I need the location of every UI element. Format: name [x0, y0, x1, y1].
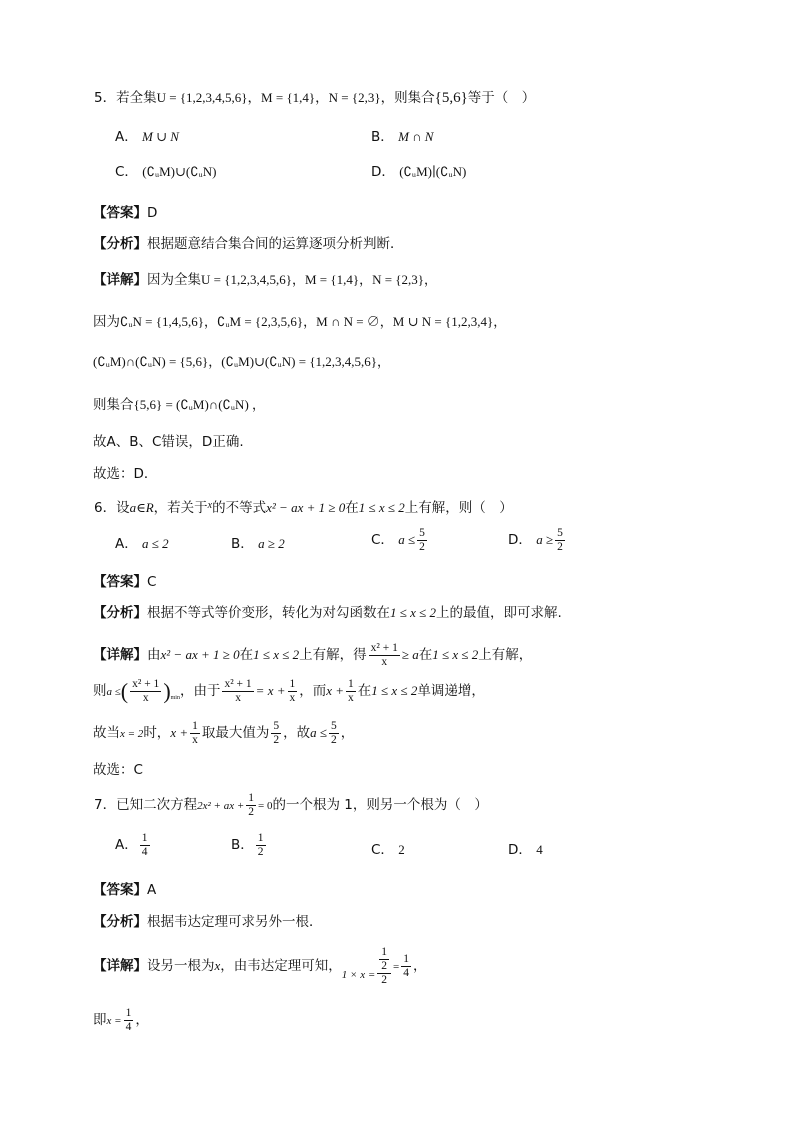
q5-detail-line-4: 则集合{5,6} = (∁ᵤM)∩(∁ᵤN) ， — [93, 397, 266, 413]
q6-answer: 【答案】C — [93, 574, 157, 590]
q6-detail-fraction: $\frac{\text{x² + 1}}{x}$ — [370, 642, 398, 668]
q7-option-c: C． 2 — [371, 842, 405, 858]
q7-analysis: 【分析】根据韦达定理可求另外一根． — [93, 914, 323, 930]
q5-option-c: C． (∁ᵤM)∪(∁ᵤN) — [115, 164, 217, 180]
q5-answer: 【答案】D — [93, 205, 158, 221]
q6-detail-line-3: 故当x = 2时，x + $\frac{1}{x}$ 取最大值为 $\frac{5}{2}$ ，故a ≤ $\frac{5}{2}$ ， — [93, 720, 355, 746]
q7-detail-line-1: 【详解】设另一根为x，由韦达定理可知，$_{1 \times x =}$ $\frac{\frac{1}{2}}{2}$ = $\frac{1}{4}$ ， — [93, 946, 427, 986]
q6-analysis: 【分析】根据不等式等价变形，转化为对勾函数在1 ≤ x ≤ 2上的最值，即可求解. — [93, 605, 562, 621]
q6-option-a: A． a ≤ 2 — [115, 536, 169, 552]
q6-option-d: D． a ≥ $\frac{5}{2}$ — [508, 527, 563, 553]
q5-stem-prefix: 5．若全集 — [94, 90, 157, 106]
q6-detail-line-1: 【详解】由x² − ax + 1 ≥ 0在1 ≤ x ≤ 2上有解，得 $\frac{\text{x² + 1}}{x}$ ≥ a在1 ≤ x ≤ 2上有解， — [93, 642, 533, 668]
q5-option-a: A． M ∪ N — [115, 129, 179, 145]
q5-set-m: M = {1,4} — [261, 90, 316, 105]
q5-set-u: U = {1,2,3,4,5,6} — [156, 90, 248, 105]
q5-detail-line-3: (∁ᵤM)∩(∁ᵤN) = {5,6}，(∁ᵤM)∪(∁ᵤN) = {1,2,3,4,5,6}， — [93, 354, 391, 369]
q7-nested-fraction: $\frac{\frac{1}{2}}{2}$ — [377, 946, 391, 987]
q5-option-d: D． (∁ᵤM)∣(∁ᵤN) — [371, 164, 467, 180]
q5-stem: 5．若全集U = {1,2,3,4,5,6}，M = {1,4}，N = {2,3}，则集合{5,6}等于（ ） — [94, 90, 536, 106]
q5-analysis: 【分析】根据题意结合集合间的运算逐项分析判断． — [93, 236, 404, 252]
q6-option-d-fraction: $\frac{5}{2}$ — [557, 527, 563, 553]
q7-option-a: A． $\frac{1}{4}$ — [115, 832, 148, 858]
q6-detail-line-2: 则a ≤( $\frac{\text{x² + 1}}{x}$ )$_{min}$，由于 $\frac{\text{x² + 1}}{x}$ = x + $\frac{1}{x}$ ，而x + $\frac{1}{x}$ 在1 ≤ x ≤ 2单调递增， — [93, 678, 485, 704]
q7-answer: 【答案】A — [93, 882, 157, 898]
q7-equation-fraction: $\frac{1}{2}$ — [248, 792, 255, 818]
q5-detail-line-1: 【详解】因为全集U = {1,2,3,4,5,6}，M = {1,4}，N = {2,3}， — [93, 272, 438, 288]
q5-detail-line-2: 因为∁ᵤN = {1,4,5,6}，∁ᵤM = {2,3,5,6}，M ∩ N = ∅，M ∪ N = {1,2,3,4}， — [93, 314, 507, 330]
q5-set-n: N = {2,3} — [328, 90, 381, 105]
q5-detail-line-5: 故A、B、C错误，D正确. — [93, 434, 244, 450]
q7-option-d: D． 4 — [508, 842, 543, 858]
q5-option-b: B． M ∩ N — [371, 129, 434, 145]
q6-detail-line-4: 故选：C — [93, 762, 143, 778]
q5-detail-line-6: 故选：D． — [93, 466, 158, 482]
q7-stem: 7．已知二次方程2x² + ax + $\frac{1}{2}$ = 0的一个根为 1，则另一个根为（ ） — [94, 792, 488, 818]
q7-option-b: B． $\frac{1}{2}$ — [231, 832, 264, 858]
q6-option-c-fraction: $\frac{5}{2}$ — [419, 527, 425, 553]
q6-option-b: B． a ≥ 2 — [231, 536, 285, 552]
q5-target-set: {5,6} — [434, 90, 468, 106]
q6-option-c: C． a ≤ $\frac{5}{2}$ — [371, 527, 425, 553]
q7-detail-line-2: 即x = $\frac{1}{4}$ ， — [93, 1007, 149, 1033]
q6-stem: 6．设a∈R，若关于$^x$的不等式x² − ax + 1 ≥ 0在1 ≤ x ≤ 2上有解，则（ ） — [94, 500, 513, 516]
q6-detail-min-fraction: $\frac{\text{x² + 1}}{x}$ — [132, 678, 160, 704]
